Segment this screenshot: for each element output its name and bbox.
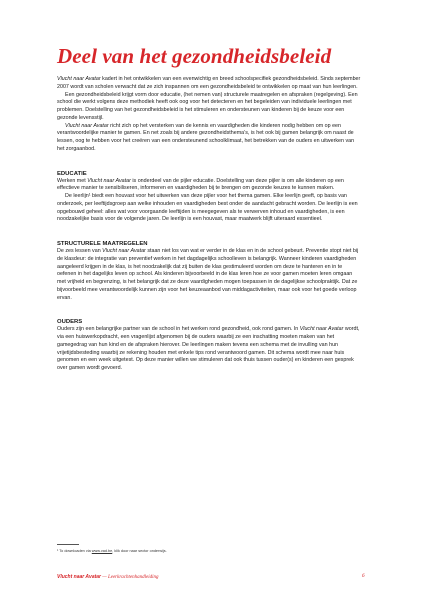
educatie-text-1b: is onderdeel van de pijler educatie. Doelstelling van deze pijler is om alle kinderen op een effectieve manier te sensibiliseren, informeren en vaardigheden bij te brengen om gezonde keuzes te kunnen maken.: [57, 177, 344, 192]
ouders-text-1b: wordt, via een huiswerkopdracht, een vragenlijst afgenomen bij de ouders waarbij ze een inschatting moeten maken van het gamegedrag van hun kind en de afspraken hierover. De leerlingen maken tevens een schema met de invulling van hun vrijetijdsbesteding waarbij ze rekening houden met enkele tips rond verantwoord gamen. Dit schema wordt mee naar huis genomen en een week uitgetest. Op deze manier willen we stimuleren dat ook thuis tussen ouder(s) en kinderen een gesprek over gamen wordt gevoerd.: [57, 326, 360, 371]
section-heading-educatie: EDUCATIE: [57, 170, 87, 177]
intro-emphasis-1: Vlucht naar Avatar: [57, 76, 101, 82]
footer-subtitle: — Leerkrachtenhandleiding: [101, 575, 159, 580]
intro-paragraph-2: Een gezondheidsbeleid krijgt vorm door educatie, (het nemen van) structurele maatregelen en afspraken (regelgeving). Een school die werkt volgens deze methodiek heeft ook oog voor het detecteren en het begeleiden van individuele leerlingen met problemen. Doelstelling van het gezondheidsbeleid is het stimuleren en ondersteunen van kinderen bij de keuze voor een gezonde levensstijl.: [57, 91, 358, 121]
maatregelen-paragraph-1: [57, 248, 361, 302]
educatie-paragraph-2: De leerlijn¹ biedt een houvast voor het uitwerken van deze pijler voor het thema gamen. Elke leerlijn geeft, op basis van onderzoek, per leeftijdsgroep aan welke inhouden en vaardigheden best onder de aandacht gebracht worden. De leerlijn is een opgebouwd geheel: alles wat voor voorgaande leeftijden is meegegeven als te verwerven inhoud en vaardigheden, is een noodzakelijke basis voor de volgende jaren. De leerlijn is een houvast, maar maatwerk blijft uiteraard essentieel.: [57, 193, 358, 223]
educatie-emphasis-1: Vlucht naar Avatar: [87, 177, 131, 184]
maatregelen-text-1a: De zes lessen van: [57, 248, 103, 254]
educatie-text-1a: Werken met: [57, 177, 88, 184]
page-number: 6: [362, 573, 365, 579]
intro-paragraph-1: [57, 76, 361, 92]
ouders-paragraph-1: [57, 326, 361, 373]
intro-paragraph-3: [57, 123, 361, 154]
intro-text-3: richt zich op het versterken van de kennis en vaardigheden die kinderen nodig hebben om op een verantwoordelijke manier te gamen. En net zoals bij andere gezondheidsthema’s, is het ook bij gamen belangrijk om naast de lessen, oog te hebben voor het creëren van een ondersteunend schoolklimaat, het betrekken van de ouders en uitwerken van het zorgaanbod.: [57, 122, 355, 152]
ouders-emphasis-1: Vlucht naar Avatar: [299, 326, 344, 333]
section-heading-maatregelen: STRUCTURELE MAATREGELEN: [57, 241, 148, 247]
maatregelen-emphasis-1: Vlucht naar Avatar: [102, 248, 146, 254]
page-footer: [57, 574, 159, 581]
intro-emphasis-3: Vlucht naar Avatar: [65, 122, 109, 129]
footnote-text-b: , klik door naar sector onderwijs.: [112, 549, 167, 553]
page-title: Deel van het gezondheidsbeleid: [57, 44, 332, 68]
section-heading-ouders: OUDERS: [57, 319, 83, 326]
footnote-divider: [57, 544, 79, 545]
maatregelen-text-1b: staan niet los van wat er verder in de klas en in de school gebeurt. Preventie stopt niet bij de klasdeur: de integratie van preventief werken in het dagdagelijks schoolleven is belangrijk. Wanneer kinderen vaardigheden aangeleerd krijgen in de klas, is het noodzakelijk dat zij buiten de klas gestimuleerd worden om deze te hanteren en in te oefenen in het dagelijks leven op school. Als kinderen bijvoorbeeld in de klas leren hoe ze voor gamen moeten leren omgaan met vrijheid en begrenzing, is het belangrijk dat ze deze vaardigheden mogen toepassen in de dagelijkse schoolpraktijk. Dat ze bijvoorbeeld mee verantwoordelijk kunnen zijn voor het keuzeaanbod van middagactiviteiten, maar ook voor het goede verloop ervan.: [57, 248, 359, 301]
footnote: [57, 549, 167, 554]
intro-text-1: kadert in het ontwikkelen van een evenwichtig en breed schoolspecifiek gezondheidsbeleid. Sinds september 2007 wordt van scholen verwacht dat ze zich inspannen om een gezondheidsbeleid te ontwikkelen op maat van hun leerlingen.: [57, 76, 361, 90]
ouders-text-1a: Ouders zijn een belangrijke partner van de school in het werken rond gezondheid, ook rond gamen. In: [57, 326, 300, 333]
footer-brand: Vlucht naar Avatar: [57, 574, 101, 580]
educatie-paragraph-1: [57, 178, 361, 194]
footnote-text-a: ¹ To downloaden via: [57, 549, 92, 553]
footnote-link[interactable]: www.vad.be: [91, 549, 113, 553]
body-text: [57, 76, 361, 373]
